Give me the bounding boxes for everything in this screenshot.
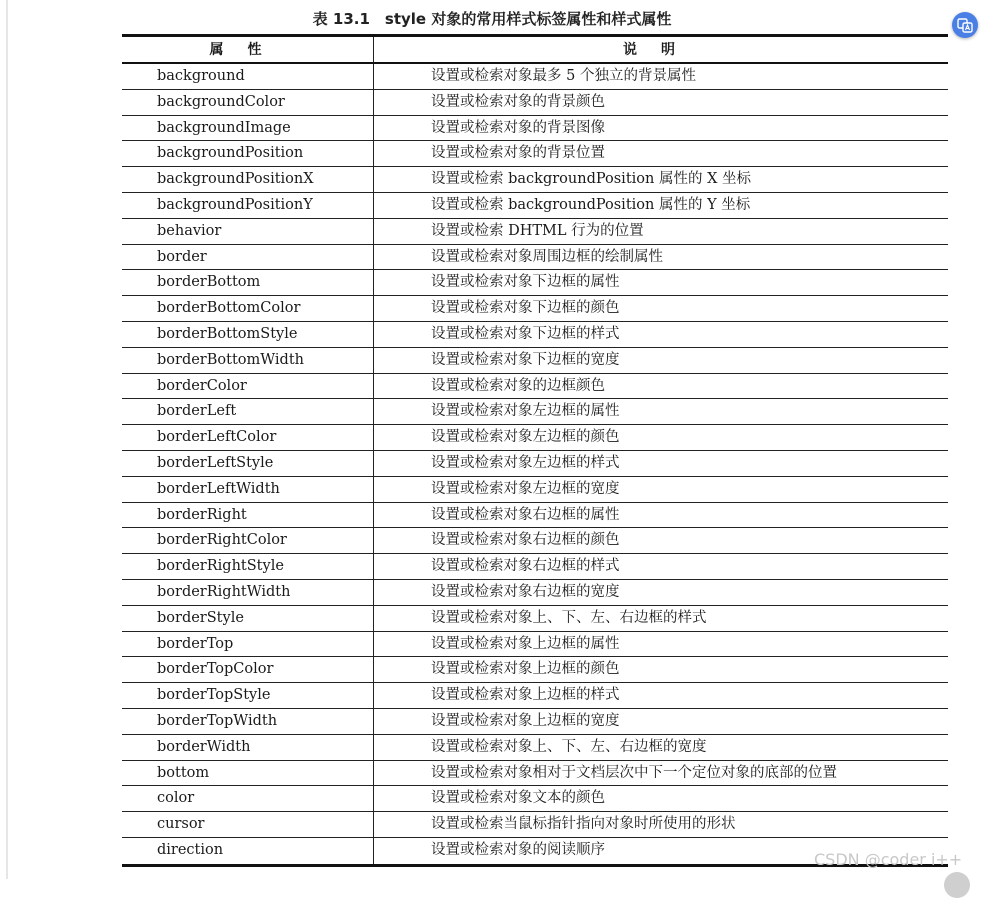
property-cell: borderLeftWidth <box>122 477 374 502</box>
property-cell: backgroundPositionY <box>122 193 374 218</box>
property-cell: backgroundImage <box>122 116 374 141</box>
header-description: 说明 <box>623 42 699 58</box>
property-cell: borderBottom <box>122 270 374 295</box>
table-row <box>122 683 948 709</box>
property-cell: color <box>122 786 374 811</box>
property-cell: border <box>122 245 374 270</box>
translate-icon <box>957 17 973 33</box>
table-row <box>122 657 948 683</box>
description-cell: 设置或检索对象上边框的样式 <box>431 687 620 704</box>
description-cell: 设置或检索对象上边框的宽度 <box>431 712 620 729</box>
property-cell: backgroundColor <box>122 90 374 115</box>
table-caption: 表 13.1 style 对象的常用样式标签属性和样式属性 <box>312 10 672 28</box>
table-row <box>122 167 948 193</box>
table-row <box>122 116 948 142</box>
property-cell: borderRightStyle <box>122 554 374 579</box>
description-cell: 设置或检索对象上、下、左、右边框的样式 <box>431 609 707 626</box>
description-cell: 设置或检索 DHTML 行为的位置 <box>431 222 644 239</box>
description-cell: 设置或检索对象最多 5 个独立的背景属性 <box>431 68 696 84</box>
table-row <box>122 193 948 219</box>
description-cell: 设置或检索对象右边框的颜色 <box>431 532 620 549</box>
table-row <box>122 219 948 245</box>
description-cell: 设置或检索对象的背景位置 <box>431 145 605 162</box>
table-row <box>122 348 948 374</box>
description-cell: 设置或检索对象左边框的样式 <box>431 454 620 471</box>
table-row <box>122 580 948 606</box>
property-cell: background <box>122 64 374 89</box>
description-cell: 设置或检索对象下边框的颜色 <box>431 300 620 317</box>
property-cell: borderRight <box>122 503 374 528</box>
table-row <box>122 270 948 296</box>
property-cell: borderLeftColor <box>122 425 374 450</box>
description-cell: 设置或检索对象右边框的宽度 <box>431 583 620 600</box>
property-cell: borderColor <box>122 374 374 399</box>
property-cell: borderTopColor <box>122 657 374 682</box>
property-cell: direction <box>122 838 374 864</box>
table-row <box>122 90 948 116</box>
description-cell: 设置或检索对象上边框的颜色 <box>431 661 620 678</box>
property-cell: borderStyle <box>122 606 374 631</box>
property-cell: borderRightWidth <box>122 580 374 605</box>
table-row <box>122 245 948 271</box>
table-row <box>122 786 948 812</box>
description-cell: 设置或检索对象左边框的颜色 <box>431 429 620 446</box>
table-row <box>122 477 948 503</box>
property-cell: borderTopStyle <box>122 683 374 708</box>
description-cell: 设置或检索 backgroundPosition 属性的 Y 坐标 <box>431 196 751 213</box>
description-cell: 设置或检索对象的背景颜色 <box>431 93 605 110</box>
table-row <box>122 322 948 348</box>
table-row <box>122 64 948 90</box>
property-cell: backgroundPosition <box>122 141 374 166</box>
description-cell: 设置或检索对象上、下、左、右边框的宽度 <box>431 738 707 755</box>
description-cell: 设置或检索对象上边框的属性 <box>431 635 620 652</box>
table-row <box>122 735 948 761</box>
scroll-to-top-button[interactable] <box>944 872 970 898</box>
property-cell: borderTopWidth <box>122 709 374 734</box>
property-cell: borderWidth <box>122 735 374 760</box>
property-cell: borderLeft <box>122 399 374 424</box>
table-row <box>122 503 948 529</box>
description-cell: 设置或检索对象的阅读顺序 <box>431 841 605 858</box>
table-header-row <box>122 37 948 64</box>
table-row <box>122 374 948 400</box>
description-cell: 设置或检索对象文本的颜色 <box>431 790 605 807</box>
description-cell: 设置或检索对象右边框的样式 <box>431 558 620 575</box>
table-row <box>122 451 948 477</box>
property-cell: borderLeftStyle <box>122 451 374 476</box>
table-row <box>122 296 948 322</box>
property-cell: borderBottomColor <box>122 296 374 321</box>
description-cell: 设置或检索对象相对于文档层次中下一个定位对象的底部的位置 <box>431 764 837 781</box>
property-cell: borderRightColor <box>122 528 374 553</box>
page-edge-divider <box>6 0 8 879</box>
table-row <box>122 812 948 838</box>
table-row <box>122 606 948 632</box>
description-cell: 设置或检索对象下边框的属性 <box>431 274 620 291</box>
style-properties-table <box>122 34 948 867</box>
property-cell: cursor <box>122 812 374 837</box>
property-cell: borderTop <box>122 632 374 657</box>
description-cell: 设置或检索对象周围边框的绘制属性 <box>431 248 663 265</box>
table-row <box>122 632 948 658</box>
description-cell: 设置或检索对象右边框的属性 <box>431 506 620 523</box>
description-cell: 设置或检索对象下边框的宽度 <box>431 351 620 368</box>
description-cell: 设置或检索对象的边框颜色 <box>431 377 605 394</box>
property-cell: behavior <box>122 219 374 244</box>
header-property: 属性 <box>122 37 374 62</box>
property-cell: borderBottomStyle <box>122 322 374 347</box>
description-cell: 设置或检索 backgroundPosition 属性的 X 坐标 <box>431 171 752 188</box>
property-cell: borderBottomWidth <box>122 348 374 373</box>
table-row <box>122 761 948 787</box>
table-row <box>122 425 948 451</box>
property-cell: backgroundPositionX <box>122 167 374 192</box>
table-row <box>122 141 948 167</box>
table-row <box>122 709 948 735</box>
watermark: CSDN @coder i++ <box>814 850 963 869</box>
translate-button[interactable] <box>952 12 978 38</box>
description-cell: 设置或检索对象的背景图像 <box>431 119 605 136</box>
description-cell: 设置或检索对象左边框的属性 <box>431 403 620 420</box>
table-row <box>122 528 948 554</box>
description-cell: 设置或检索对象左边框的宽度 <box>431 480 620 497</box>
table-row <box>122 399 948 425</box>
table-row <box>122 554 948 580</box>
description-cell: 设置或检索当鼠标指针指向对象时所使用的形状 <box>431 816 736 833</box>
table-body <box>122 64 948 864</box>
property-cell: bottom <box>122 761 374 786</box>
description-cell: 设置或检索对象下边框的样式 <box>431 325 620 342</box>
